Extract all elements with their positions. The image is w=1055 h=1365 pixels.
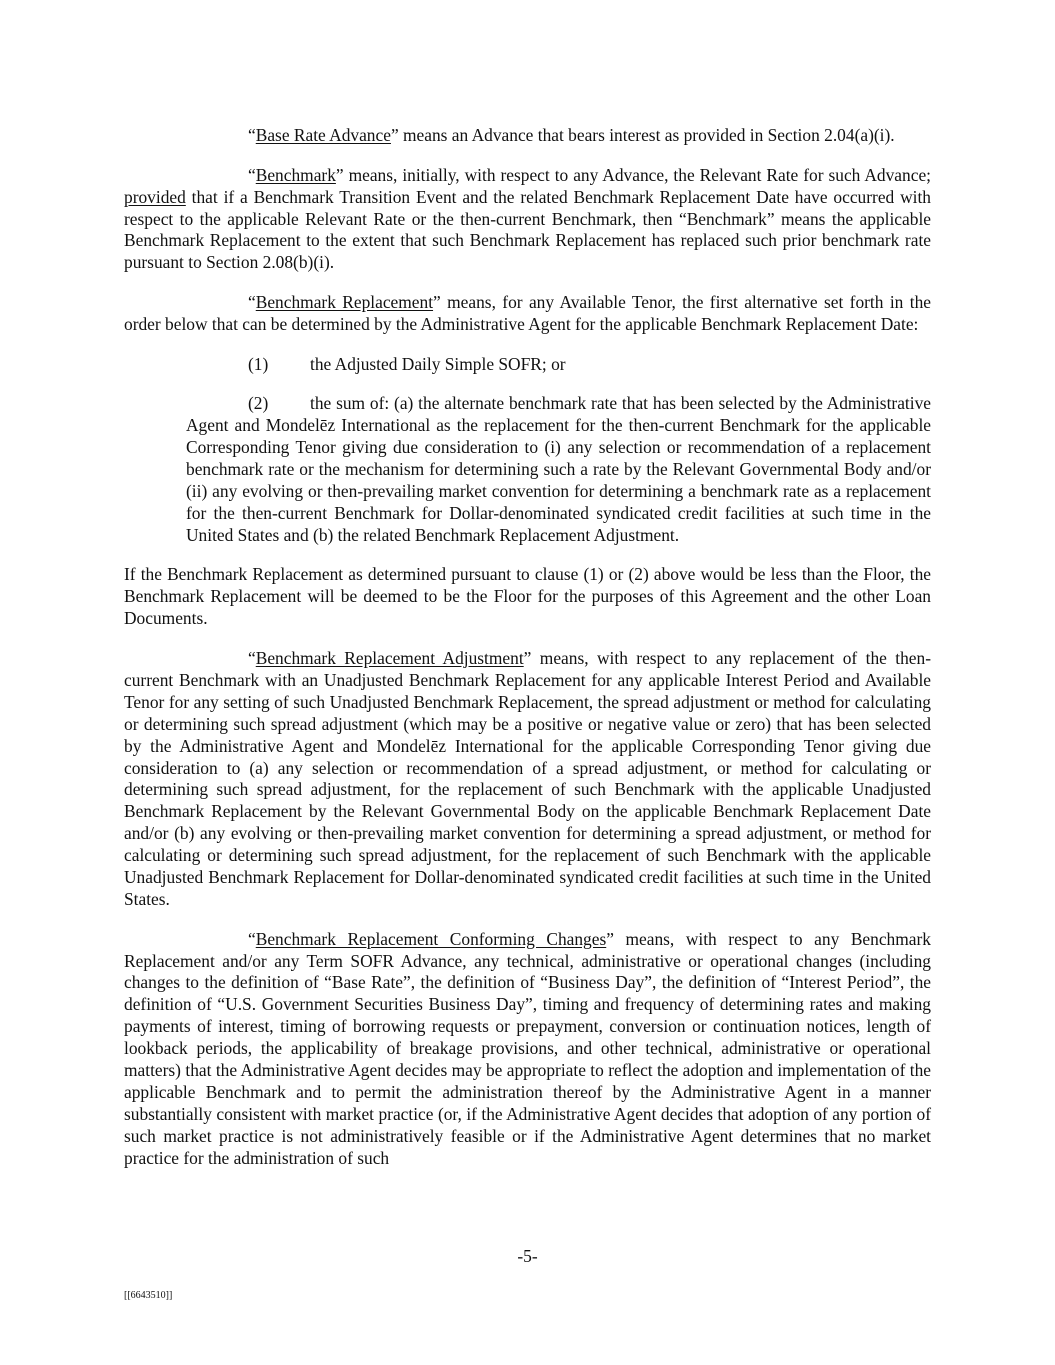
defined-term: Base Rate Advance [255,125,391,145]
definition-text: ” means, with respect to any replacement of the then-current Benchmark with an Unadjusted Benchmark Replacement for any applicable Interest Period and Available Tenor for any setting of such Unadjusted Benchmark Replacement, the spread adjustment or method for calculating or determining such spread adjustment (which may be a positive or negative value or zero) that has been selected by the Administrative Agent and Mondelēz International for the applicable Corresponding Tenor giving due consideration to (a) any selection or recommendation of a spread adjustment, or method for calculating or determining such spread adjustment, for the replacement of such Benchmark with the applicable Unadjusted Benchmark Replacement by the Relevant Governmental Body on the applicable Benchmark Replacement Date and/or (b) any evolving or then-prevailing market convention for determining a spread adjustment, or method for calculating or determining such spread adjustment, for the replacement of such Benchmark with the applicable Unadjusted Benchmark Replacement for Dollar-denominated syndicated credit facilities at such time in the United States. [124,648,931,909]
definition-benchmark-replacement [124,292,931,336]
definition-text: that if a Benchmark Transition Event and the related Benchmark Replacement Date have occurred with respect to the applicable Relevant Rate or the then-current Benchmark, then “Benchmark” means the applicable Benchmark Replacement to the extent that such Benchmark Replacement has replaced such prior benchmark rate pursuant to Section 2.08(b)(i). [124,186,931,273]
definition-base-rate-advance [124,125,931,147]
clause-text: the Adjusted Daily Simple SOFR; or [310,353,566,374]
provided-term: provided [124,186,186,207]
definition-text: ” means an Advance that bears interest as provided in Section 2.04(a)(i). [390,125,895,145]
defined-term: Benchmark [255,164,336,185]
definition-text: ” means, with respect to any Benchmark Replacement and/or any Term SOFR Advance, any technical, administrative or operational changes (including changes to the definition of “Base Rate”, the definition of “Business Day”, the definition of “Interest Period”, the definition of “U.S. Government Securities Business Day”, timing and frequency of determining rates and making payments of interest, timing of borrowing requests or prepayment, conversion or continuation notices, length of lookback periods, the applicability of breakage provisions, and other technical, administrative or operational matters) that the Administrative Agent decides may be appropriate to reflect the adoption and implementation of the applicable Benchmark and to permit the administration thereof by the Administrative Agent in a manner substantially consistent with market practice (or, if the Administrative Agent decides that adoption of any portion of such market practice is not administratively feasible or if the Administrative Agent determines that no market practice for the administration of such [124,928,931,1168]
clause-text: the sum of: (a) the alternate benchmark rate that has been selected by the Administrative Agent and Mondelēz International as the replacement for the then-current Benchmark for the applicable Corresponding Tenor giving due consideration to (i) any selection or recommendation of a replacement benchmark rate or the mechanism for determining such a rate by the Relevant Governmental Body and/or (ii) any evolving or then-prevailing market convention for determining a benchmark rate as a replacement for the then-current Benchmark for Dollar-denominated syndicated credit facilities at such time in the United States and (b) the related Benchmark Replacement Adjustment. [186,393,931,545]
open-quote: “ [248,164,256,185]
defined-term: Benchmark Replacement Conforming Changes [255,928,607,949]
clause-number: (1) [248,353,269,374]
open-quote: “ [248,292,256,313]
definition-benchmark-replacement-adjustment [124,648,931,911]
definition-benchmark-replacement-conforming-changes [124,929,931,1170]
definition-text: ” means, for any Available Tenor, the first alternative set forth in the order below that can be determined by the Administrative Agent for the applicable Benchmark Replacement Date: [124,292,931,334]
open-quote: “ [248,928,256,949]
definition-text: ” means, initially, with respect to any Advance, the Relevant Rate for such Advance; [335,164,931,185]
defined-term: Benchmark Replacement [255,292,434,313]
floor-paragraph: If the Benchmark Replacement as determined pursuant to clause (1) or (2) above would be less than the Floor, the Benchmark Replacement will be deemed to be the Floor for the purposes of this Agreement and the other Loan Documents. [124,564,931,629]
clause-1 [124,354,931,376]
clause-number: (2) [248,393,269,414]
document-id: [[6643510]] [124,1290,173,1301]
defined-term: Benchmark Replacement Adjustment [255,648,524,668]
open-quote: “ [248,648,256,668]
clause-2 [186,393,931,546]
document-page [124,125,931,1187]
page-number: -5- [517,1246,538,1266]
open-quote: “ [248,125,256,145]
definition-benchmark [124,165,931,275]
